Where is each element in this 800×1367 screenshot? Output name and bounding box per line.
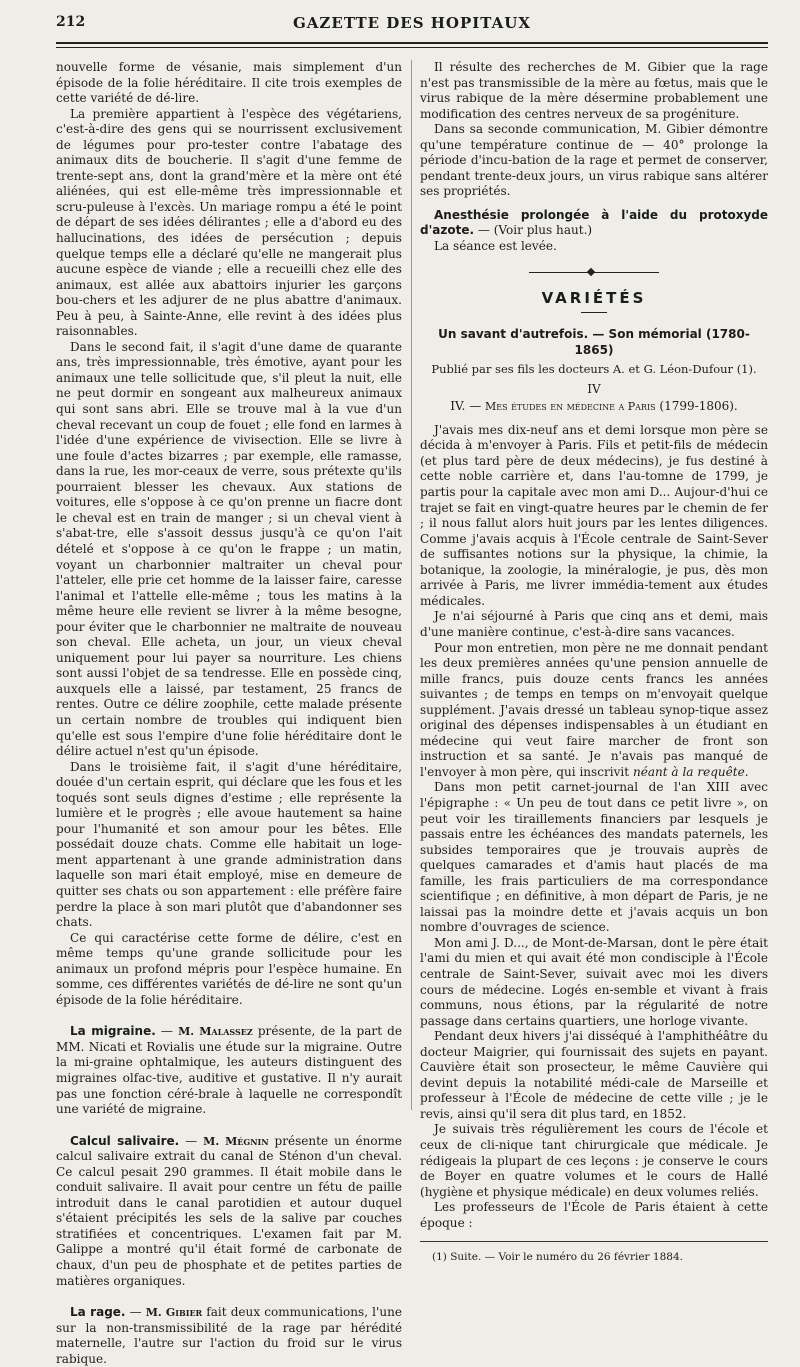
run-in-heading: La migraine. [70, 1024, 156, 1039]
author-name: M. Gibier [145, 1306, 203, 1320]
article-title: Un savant d'autrefois. — Son mémorial (1780-1865) [438, 327, 750, 357]
paragraph: Dans le troisième fait, il s'agit d'une héréditaire, douée d'un certain esprit, qui déclare que les fous et les toqués sont seuls dignes d'estime ; elle représente la lumière et le progrès ; elle avoue hautement sa haine pour l'humanité et son amour pour les bêtes. Elle possédait douze chats. Comme elle habitait un loge-ment appartenant à une grande administration dans laquelle son mari était employé, mise en demeure de quitter ses chats ou son appartement : elle préfère faire perdre la place à son mari plutôt que d'abandonner ses chats. [56, 759, 402, 930]
footnote: (1) Suite. — Voir le numéro du 26 février 1884. [432, 1251, 683, 1264]
article-byline: Publié par ses fils les docteurs A. et G. Léon-Dufour (1). [431, 362, 757, 377]
run-in-heading: Calcul salivaire. [70, 1133, 180, 1148]
paragraph: Pendant deux hivers j'ai disséqué à l'amphithéâtre du docteur Maigrier, qui fournissait des sujets en payant. Cauvière était son prosecteur, le même Cauvière qui devint depuis la notabilité médi-cale de Marseille et professeur à l'École de médecine de cette ville ; je le revis, ainsi qu'il sera dit plus tard, en 1852. [420, 1029, 768, 1121]
paragraph: Je suivais très régulièrement les cours de l'école et ceux de cli-nique tant chirurgicale que médicale. Je rédigeais la plupart de ces leçons : je conserve le cours de Boyer en quatre volumes et le cours de Hallé (hygiène et physique médicale) en deux volumes reliés. [420, 1122, 768, 1199]
right-column [420, 60, 768, 1266]
header-rule-thin [56, 47, 768, 48]
italic-quote: néant à la requête. [632, 764, 749, 779]
paragraph: Il résulte des recherches de M. Gibier que la rage n'est pas transmissible de la mère au fœtus, mais que le virus rabique de la mère désermine probablement une modification des centres nerveux de sa progéniture. [420, 60, 768, 121]
author-name: M. Mégnin [203, 1134, 269, 1148]
running-title: GAZETTE DES HOPITAUX [292, 14, 531, 32]
paragraph-migraine: La migraine. — M. Malassez présente, de la part de MM. Nicati et Rovialis une étude sur la migraine. Outre la mi-graine ophtalmique, les auteurs distinguent des migraines olfac-tive, auditive et gustative. Il n'y aurait pas une fonction céré-brale à laquelle ne correspondît une variété de migraine. [56, 1024, 402, 1117]
paragraph: nouvelle forme de vésanie, mais simplement d'un épisode de la folie héréditaire. Il cite trois exemples de cette variété de dé-lire. [56, 60, 402, 106]
paragraph: Ce qui caractérise cette forme de délire, c'est en même temps qu'une grande sollicitude pour les animaux un profond mépris pour l'espèce humaine. En somme, ces différentes variétés de dé-lire ne sont qu'un épisode de la folie héréditaire. [56, 930, 402, 1007]
roman-numeral: IV [587, 381, 601, 396]
paragraph-anesthesie: Anesthésie prolongée à l'aide du protoxyde d'azote. — (Voir plus haut.) [420, 207, 768, 238]
paragraph: J'avais mes dix-neuf ans et demi lorsque mon père se décida à m'envoyer à Paris. Fils et petit-fils de médecin (et plus tard père de deux médecins), je fus destiné à cette noble carrière et, dans l'au-tomne de 1799, je partis pour la capitale avec mon ami D... Aujour-d'hui ce trajet se fait en vingt-quatre heures par le chemin de fer ; il nous fallut alors huit jours par les lentes diligences. Comme j'avais acquis à l'École centrale de Saint-Sever de suffisantes notions sur la physique, la chimie, la botanique, la zoologie, la minéralogie, je pus, dès mon arrivée à Paris, me livrer immédia-tement aux études médicales. [420, 422, 768, 608]
paragraph: Dans mon petit carnet-journal de l'an XIII avec l'épigraphe : « Un peu de tout dans ce petit livre », on peut voir les tiraillements financiers par lesquels je passais entre les échéances des mandats paternels, les subsides temporaires que je trouvais auprès de quelques camarades et d'amis haut placés de ma famille, les frais particuliers de ma correspondance scientifique ; en définitive, à mon départ de Paris, je ne laissai pas la moindre dette et j'avais acquis un bon nombre d'ouvrages de science. [420, 780, 768, 935]
run-in-heading: Anesthésie prolongée à l'aide du protoxyde d'azote. [420, 207, 768, 238]
author-name: M. Malassez [178, 1025, 253, 1039]
header-rule-thick [56, 42, 768, 44]
column-divider [411, 60, 412, 1110]
paragraph: Pour mon entretien, mon père ne me donnait pendant les deux premières années qu'une pension annuelle de mille francs, puis douze cents francs les années suivantes ; de temps en temps on m'envoyait quelque supplément. J'avais dressé un tableau synop-tique assez original des dépenses indispensables à un étudiant en médecine qui veut faire marcher de front son instruction et sa santé. Je n'avais pas manqué de l'envoyer à mon père, qui inscrivit néant à la requête. [420, 640, 768, 779]
seance-closing: La séance est levée. [434, 239, 557, 254]
paragraph: Je n'ai séjourné à Paris que cinq ans et demi, mais d'une manière continue, c'est-à-dire sans vacances. [420, 609, 768, 639]
page-header [56, 14, 768, 36]
paragraph: Dans sa seconde communication, M. Gibier démontre qu'une température continue de — 40° prolonge la période d'incu-bation de la rage et permet de conserver, pendant trente-deux jours, un virus rabique sans altérer ses propriétés. [420, 122, 768, 199]
run-in-heading: La rage. [70, 1305, 126, 1320]
paragraph: Mon ami J. D..., de Mont-de-Marsan, dont le père était l'ami du mien et qui avait été mon condisciple à l'École centrale de Saint-Sever, suivait avec moi les divers cours de médecine. Logés en-semble et vivant à frais communs, nous étions, par la régularité de notre passage dans certains quartiers, une horloge vivante. [420, 935, 768, 1028]
chapter-heading: IV. — Mes études en médecine a Paris (1799-1806). [450, 399, 738, 414]
section-title: VARIÉTÉS [541, 288, 647, 307]
paragraph: Les professeurs de l'École de Paris étaient à cette époque : [420, 1200, 768, 1230]
left-column [56, 60, 402, 1367]
paragraph: La première appartient à l'espèce des végétariens, c'est-à-dire des gens qui se nourrissent exclusivement de légumes pour pro-tester contre l'abatage des animaux dits de boucherie. Il s'agit d'une femme de trente-sept ans, dont la grand'mère et la mère ont été aliénées, qui est elle-même très impressionnable et scru-puleuse à l'excès. Un mariage rompu a été le point de départ de ses idées délirantes ; elle a d'abord eu des hallucinations, des idées de persécution ; depuis quelque temps elle a déclaré qu'elle ne mangerait plus aucune espèce de viande ; elle a recueilli chez elle des animaux, est allée aux abattoirs injurier les garçons bou-chers et les adjurer de ne plus abattre d'animaux. Peu à peu, à Sainte-Anne, elle revint à des idées plus raisonnables. [56, 106, 402, 339]
section-rule [581, 312, 607, 313]
paragraph-rage: La rage. — M. Gibier fait deux communications, l'une sur la non-transmissibilité de la rage par hérédité maternelle, l'autre sur l'action du froid sur le virus rabique. [56, 1305, 402, 1366]
ornament-divider [529, 269, 659, 277]
footnote-rule [420, 1241, 768, 1242]
page-number: 212 [56, 14, 86, 30]
paragraph-calcul: Calcul salivaire. — M. Mégnin présente un énorme calcul salivaire extrait du canal de Sténon d'un cheval. Ce calcul pesait 290 grammes. Il était mobile dans le conduit salivaire. Il avait pour centre un fétu de paille introduit dans le canal parotidien et autour duquel s'étaient précipités les sels de la salive par couches stratifiées et concentriques. L'examen fait par M. Galippe a montré qu'il était formé de carbonate de chaux, d'un peu de phosphate et de petites parties de matières organiques. [56, 1133, 402, 1288]
paragraph: Dans le second fait, il s'agit d'une dame de quarante ans, très impressionnable, très émotive, ayant pour les animaux une telle sollicitude que, s'il pleut la nuit, elle ne peut dormir en songeant aux malheureux animaux qui sont sans abri. Elle se trouve mal à la vue d'un cheval recevant un coup de fouet ; elle fond en larmes à l'idée d'une expérience de vivisection. Elle se livre à une foule d'actes bizarres ; par exemple, elle ramasse, dans la rue, les mor-ceaux de verre, sous prétexte qu'ils pourraient blesser les chevaux. Aux stations de voitures, elle s'oppose à ce qu'on prenne un fiacre dont le cheval est en train de manger ; si un cheval vient à s'abat-tre, elle s'assoit dessus jusqu'à ce qu'on l'ait dételé et s'oppose à ce qu'on le frappe ; un matin, voyant un charbonnier maltraiter un cheval pour l'atteler, elle prie cet homme de la laisser faire, caresse l'animal et l'attelle elle-même ; tous les matins à la même heure elle revient se livrer à la même besogne, pour éviter que le charbonnier ne maltraite de nouveau son cheval. Elle acheta, un jour, un vieux cheval uniquement pour lui payer sa nourriture. Les chiens sont aussi l'objet de sa tendresse. Elle en possède cinq, auxquels elle a laissé, par testament, 25 francs de rentes. Outre ce délire zoophile, cette malade présente un certain nombre de troubles qui indiquent bien qu'elle est sous l'empire d'une folie héréditaire dont le délire actuel n'est qu'un épisode. [56, 339, 402, 759]
